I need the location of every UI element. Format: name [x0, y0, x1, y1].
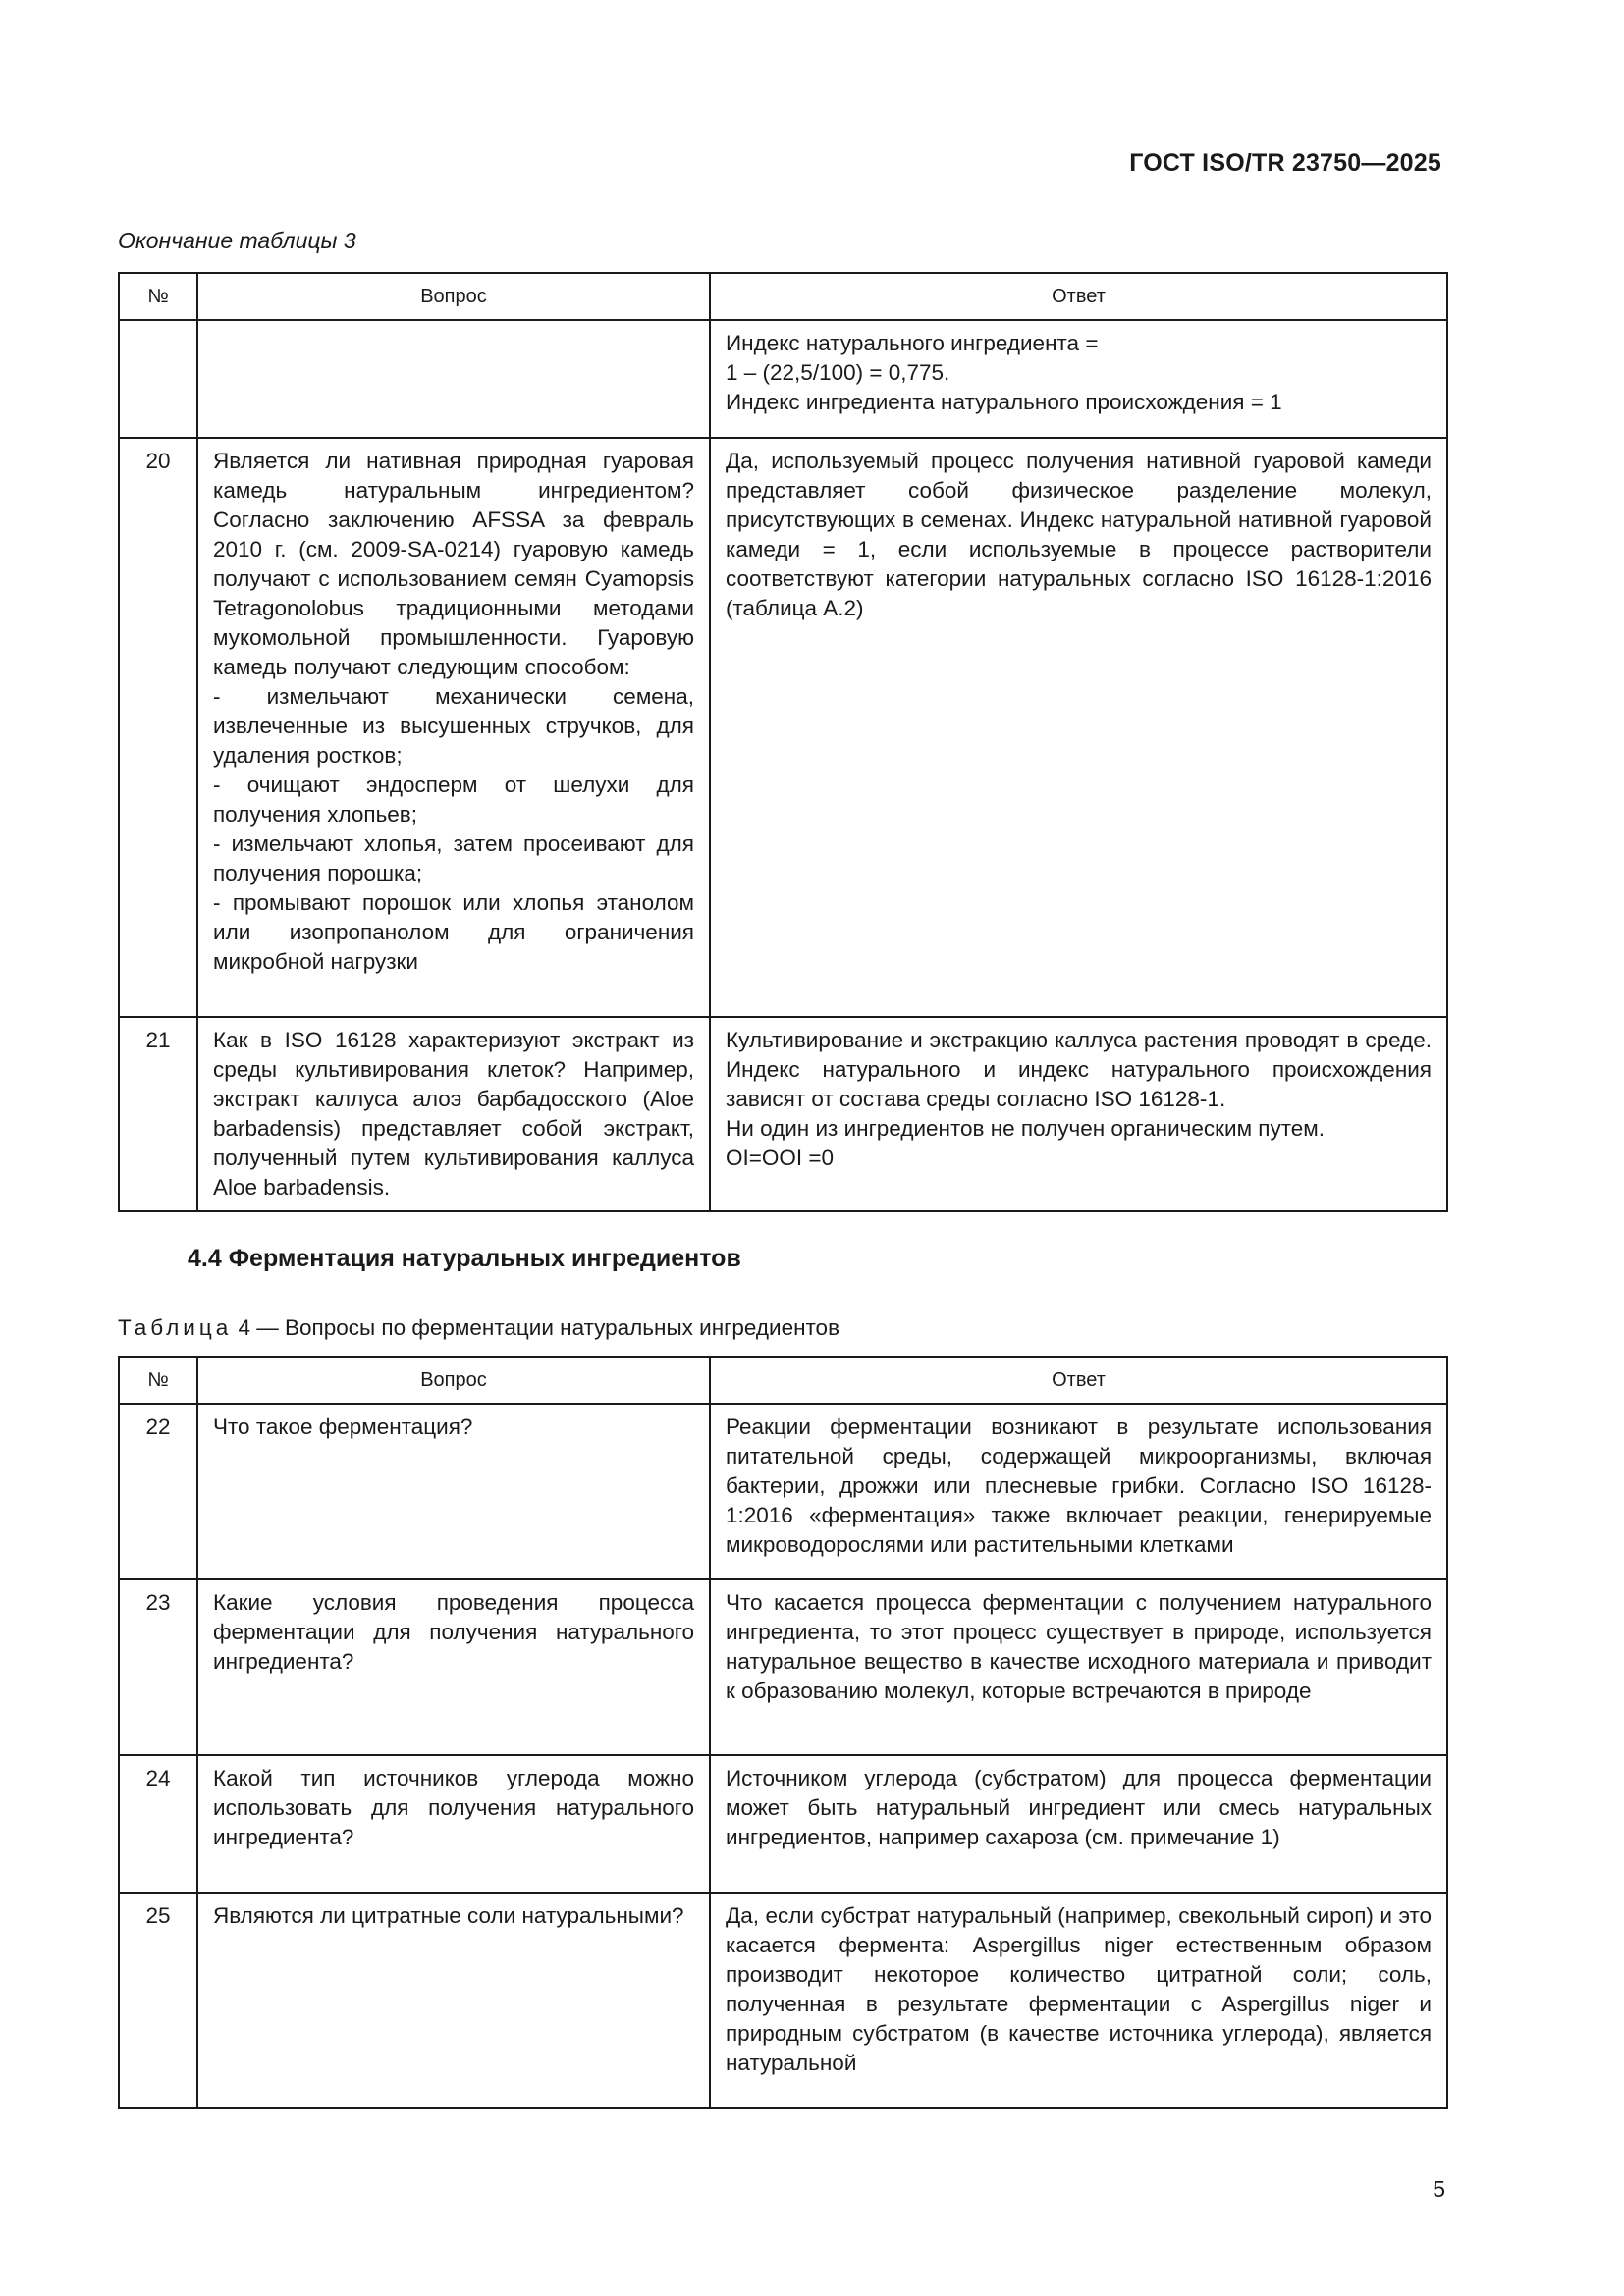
question-list-item: - очищают эндосперм от шелухи для получения хлопьев; — [213, 773, 694, 827]
row-number-cell: 22 — [119, 1404, 197, 1579]
answer-line: Индекс натурального ингредиента = — [726, 331, 1099, 355]
question-cell: Как в ISO 16128 характеризуют экстракт из среды культивирования клеток? Например, экстракт каллуса алоэ барбадосского (Aloe barbadensis) представляет собой экстракт, полученный путем культивирования каллуса Aloe barbadensis. — [197, 1017, 710, 1211]
answer-cell: Источником углерода (субстратом) для процесса ферментации может быть натуральный ингредиент или смесь натуральных ингредиентов, например сахароза (см. примечание 1) — [710, 1755, 1447, 1893]
column-header-num: № — [119, 273, 197, 320]
table-4-title — [118, 1315, 839, 1341]
table-title-text: 4 — Вопросы по ферментации натуральных ингредиентов — [238, 1315, 840, 1340]
answer-cell: Что касается процесса ферментации с получением натурального ингредиента, то этот процесс существует в природе, используется натуральное вещество в качестве исходного материала и приводит к образованию молекул, которые встречаются в природе — [710, 1579, 1447, 1755]
column-header-num: № — [119, 1357, 197, 1404]
table-title-label: Таблица — [118, 1315, 233, 1340]
table-row — [119, 1579, 1447, 1755]
answer-cell: Да, если субстрат натуральный (например, свекольный сироп) и это касается фермента: Aspergillus niger естественным образом производит некоторое количество цитратной соли; соль, полученная в результате ферментации с Aspergillus niger и природным субстратом (в качестве источника углерода), является натуральной — [710, 1893, 1447, 2108]
row-number-cell: 21 — [119, 1017, 197, 1211]
question-list-item: - измельчают хлопья, затем просеивают для получения порошка; — [213, 831, 694, 885]
table-continuation-caption: Окончание таблицы 3 — [118, 228, 356, 253]
answer-line: Индекс ингредиента натурального происхождения = 1 — [726, 390, 1282, 414]
answer-line: 1 – (22,5/100) = 0,775. — [726, 360, 950, 385]
table-row — [119, 320, 1447, 438]
row-number-cell: 25 — [119, 1893, 197, 2108]
answer-line: OI=OOI =0 — [726, 1146, 835, 1170]
question-text: Является ли нативная природная гуаровая камедь натуральным ингредиентом? Согласно заключению AFSSA за февраль 2010 г. (см. 2009-SA-0214) гуаровую камедь получают с использованием семян Cyamopsis Tetragonolobus традиционными методами мукомольной промышленности. Гуаровую камедь получают следующим способом: — [213, 449, 694, 679]
table-3 — [118, 272, 1448, 1212]
table-row — [119, 1755, 1447, 1893]
question-list-item: - промывают порошок или хлопья этанолом или изопропанолом для ограничения микробной нагрузки — [213, 890, 694, 974]
table-header-row — [119, 1357, 1447, 1404]
section-heading: 4.4 Ферментация натуральных ингредиентов — [188, 1245, 741, 1272]
column-header-answer: Ответ — [710, 273, 1447, 320]
column-header-question: Вопрос — [197, 1357, 710, 1404]
column-header-answer: Ответ — [710, 1357, 1447, 1404]
question-cell: Что такое ферментация? — [197, 1404, 710, 1579]
question-cell — [197, 320, 710, 438]
row-number-cell: 24 — [119, 1755, 197, 1893]
answer-cell — [710, 320, 1447, 438]
table-row — [119, 1404, 1447, 1579]
row-number-cell: 23 — [119, 1579, 197, 1755]
table-4 — [118, 1356, 1448, 2109]
row-number-cell: 20 — [119, 438, 197, 1017]
table-row — [119, 1017, 1447, 1211]
answer-cell: Реакции ферментации возникают в результате использования питательной среды, содержащей микроорганизмы, включая бактерии, дрожжи или плесневые грибки. Согласно ISO 16128-1:2016 «ферментация» также включает реакции, генерируемые микроводорослями или растительными клетками — [710, 1404, 1447, 1579]
answer-line: Ни один из ингредиентов не получен органическим путем. — [726, 1116, 1326, 1141]
row-number-cell — [119, 320, 197, 438]
answer-line: Культивирование и экстракцию каллуса растения проводят в среде. Индекс натурального и индекс натурального происхождения зависят от состава среды согласно ISO 16128-1. — [726, 1028, 1432, 1111]
column-header-question: Вопрос — [197, 273, 710, 320]
question-list-item: - измельчают механически семена, извлеченные из высушенных стручков, для удаления ростков; — [213, 684, 694, 768]
table-row — [119, 1893, 1447, 2108]
question-cell: Какие условия проведения процесса ферментации для получения натурального ингредиента? — [197, 1579, 710, 1755]
question-cell — [197, 438, 710, 1017]
table-header-row — [119, 273, 1447, 320]
answer-cell — [710, 1017, 1447, 1211]
page-number: 5 — [1433, 2176, 1445, 2202]
question-cell: Какой тип источников углерода можно использовать для получения натурального ингредиента? — [197, 1755, 710, 1893]
question-cell: Являются ли цитратные соли натуральными? — [197, 1893, 710, 2108]
document-code: ГОСТ ISO/TR 23750—2025 — [1129, 149, 1441, 177]
table-row — [119, 438, 1447, 1017]
answer-cell: Да, используемый процесс получения нативной гуаровой камеди представляет собой физическое разделение молекул, присутствующих в семенах. Индекс натуральной нативной гуаровой камеди = 1, если используемые в процессе растворители соответствуют категории натуральных согласно ISO 16128-1:2016 (таблица А.2) — [710, 438, 1447, 1017]
